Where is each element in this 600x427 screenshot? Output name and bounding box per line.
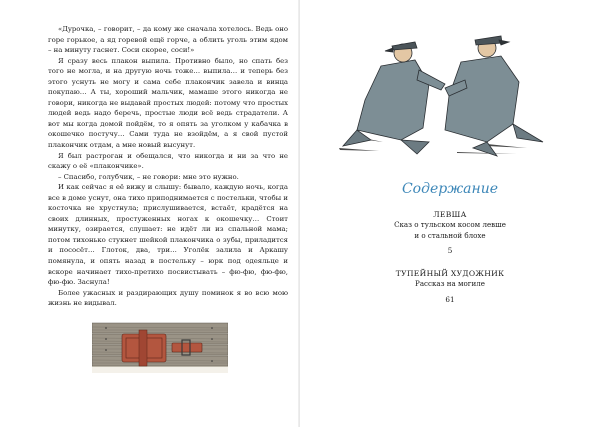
toc-entry-subtitle: Сказ о тульском косом левше xyxy=(394,220,506,229)
paragraph: – Спасибо, голубчик, – не говори: мне это нужно. xyxy=(58,172,239,181)
contents-title: Содержание xyxy=(401,181,499,197)
toc-entry xyxy=(300,209,600,256)
trunk-illustration xyxy=(92,321,228,375)
body-text xyxy=(48,24,288,309)
paragraph: Я сразу весь плакон выпила. Противно было, но спать без того не могла, и на другую ночь тоже… выпила… и теперь без этого уснуть не могу и сама себе плакончик завела и винца покупаю… А ты, хороший мальчик, мамаше этого никогда не говори, никогда не выдавай простых людей: потому что простых людей ведь надо беречь, простые люди всё ведь страдатели. А вот мы когда домой пойдём, то я опять за уголком у кабачка в окошечко постучу… Сами туда не взойдём, а я свой пустой плакончик отдам, а мне новый высунут. xyxy=(48,56,288,150)
paragraph: Более ужасных и раздирающих душу поминок я во всю мою жизнь не видывал. xyxy=(48,288,288,308)
paragraph: «Дурочка, – говорит, – да кому же сначала хотелось. Ведь оно горе горькое, а яд горевой ещё горче, а облить уголь этим ядом – на минуту гаснет. Соси скорее, соси!» xyxy=(48,25,288,55)
toc-entry-subtitle: Рассказ на могиле xyxy=(415,279,485,288)
toc-entry-page: 61 xyxy=(445,294,455,304)
toc-entry-title: ТУПЕЙНЫЙ ХУДОЖНИК xyxy=(395,269,505,278)
paragraph: Я был растроган и обещался, что никогда и ни за что не скажу о её «плакончике». xyxy=(48,151,288,171)
toc-entry-title: ЛЕВША xyxy=(433,210,467,219)
paragraph: И как сейчас я её вижу и слышу: бывало, каждую ночь, когда все в доме уснут, она тихо приподнимается с постельки, чтобы и косточка не хрустнула; прислушивается, встаёт, крадётся на своих длинных, простуженных ногах к окошечку… Стоит минутку, озирается, слушает: не идёт ли из спальной мама; потом тихонько стукнет шейкой плакончика о зубы, приладится и пососёт… Глоток, два, три… Уголёк залила и Аркашу помянула, и опять назад в постельку – юрк под одеяльце и вскоре начинает тихо-претихо посвистывать – фю-фю, фю-фю, фю-фю. Заснула! xyxy=(48,183,288,287)
running-men-illustration xyxy=(337,30,559,158)
toc-entry-page: 5 xyxy=(447,246,453,255)
toc-entry xyxy=(300,268,600,305)
toc-entry-subtitle: и о стальной блохе xyxy=(414,230,486,240)
